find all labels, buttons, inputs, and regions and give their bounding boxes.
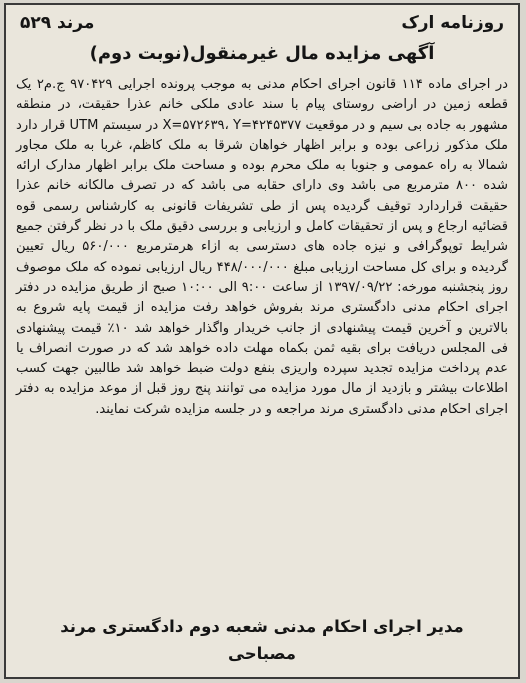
newspaper-clipping <box>4 3 520 679</box>
ad-code: مرند ۵۲۹ <box>20 13 95 33</box>
signer-name: مصباحی <box>228 644 296 663</box>
notice-signature <box>6 613 518 667</box>
notice-body: در اجرای ماده ۱۱۴ قانون اجرای احکام مدنی به موجب پرونده اجرایی ۹۷۰۴۲۹ ج.م۲ یک قطعه زمین در اراضی روستای پیام با سند عادی ملکی خانم عذرا حقیقت، در منطقه مشهور به جاده بی سیم و در موقعیت X=۵۷۲۶۳۹، Y=۴۲۴۵۳۷۷ در سیستم UTM قرار دارد ملک مذکور زراعی بوده و برابر اظهار خواهان شرقا به ملک کاظم، غربا به ملک مجاور شمالا به راه عمومی و جنوبا به ملک محرم بوده و مساحت ملک برابر اظهار مدارک ارائه شده ۸۰۰ مترمربع می باشد وی دارای حقابه می باشد که در تصرف مالکانه خانم عذرا حقیقت قراردارد توقیف گردیده پس از طی تشریفات قانونی به کارشناس رسمی قوه قضائیه ارجاع و پس از تحقیقات کامل و ارزیابی و بررسی دقیق ملک با در نظر گرفتن جمیع شرایط توپوگرافی و نیزه جاده های دسترسی به ازاء هرمترمربع ۵۶۰/۰۰۰ ریال تعیین گردیده و برای کل مساحت ارزیابی مبلغ ۴۴۸/۰۰۰/۰۰۰ ریال ارزیابی نموده که ملک موصوف روز پنجشنبه مورخه: ۱۳۹۷/۰۹/۲۲ از ساعت ۹:۰۰ الی ۱۰:۰۰ صبح از طریق مزایده در دفتر اجرای احکام مدنی دادگستری مرند بفروش خواهد رفت مزایده از قیمت پایه شروع به بالاترین و آخرین قیمت پیشنهادی از جانب خریدار واگذار خواهد شد ۱۰٪ قیمت پیشنهادی فی المجلس دریافت برای بقیه ثمن بکماه مهلت داده خواهد شد که در صورت انصراف یا عدم پرداخت مزایده تجدید سپرده واریزی بنفع دولت ضبط خواهد شد طالبین جهت کسب اطلاعات بیشتر و بازدید از مال مورد مزایده می توانند پنج روز قبل از موعد مزایده به دفتر اجرای احکام مدنی دادگستری مرند مراجعه و در جلسه مزایده شرکت نمایند. <box>16 77 509 417</box>
clipping-header <box>20 13 504 37</box>
newspaper-name: روزنامه ارک <box>401 13 504 33</box>
signer-title: مدیر اجرای احکام مدنی شعبه دوم دادگستری مرند <box>60 617 464 636</box>
notice-title: آگهی مزایده مال غیرمنقول(نوبت دوم) <box>89 43 435 64</box>
